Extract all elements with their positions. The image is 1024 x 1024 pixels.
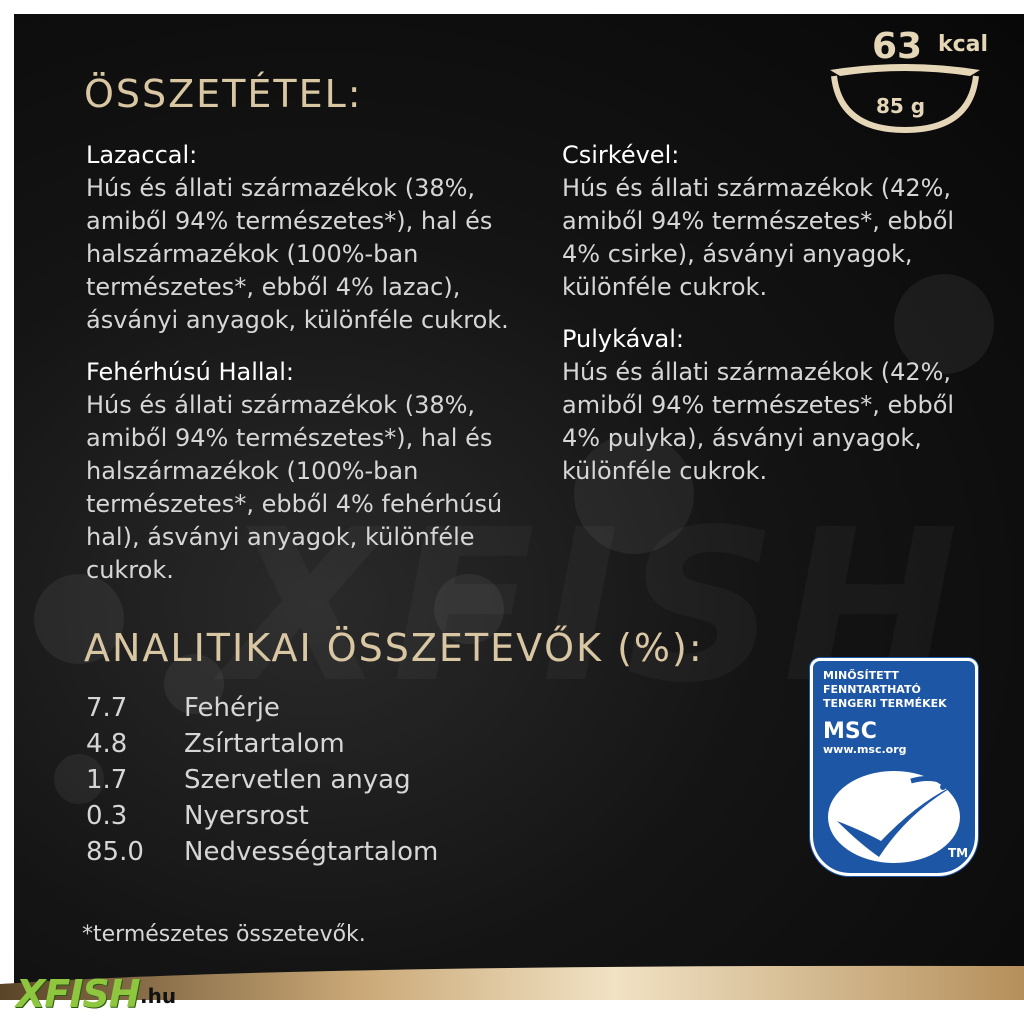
recipe-ingredients: [86, 172, 556, 337]
analytical-table: [86, 690, 438, 870]
msc-badge: [810, 658, 978, 876]
trademark-symbol: TM: [948, 846, 969, 860]
ingredient-line: 4% pulyka), ásványi anyagok,: [562, 424, 922, 452]
ingredient-line: ásványi anyagok, különféle cukrok.: [86, 306, 509, 334]
recipe-ingredients: [86, 389, 556, 587]
analytical-label: Fehérje: [184, 693, 280, 723]
analytical-row: [86, 798, 438, 834]
ingredient-line: Hús és állati származékok (38%,: [86, 174, 476, 202]
msc-url: www.msc.org: [823, 743, 907, 756]
kcal-value: 63: [872, 26, 923, 67]
recipe-turkey: [562, 324, 1002, 488]
recipe-title: Fehérhúsú Hallal:: [86, 358, 294, 386]
xfish-logo-domain: .hu: [140, 984, 177, 1008]
ingredient-line: különféle cukrok.: [562, 457, 768, 485]
analytical-label: Szervetlen anyag: [184, 765, 411, 795]
ingredient-line: amiből 94% természetes*, ebből: [562, 207, 955, 235]
ingredient-line: halszármazékok (100%-ban: [86, 240, 419, 268]
ingredient-line: amiből 94% természetes*, ebből: [562, 391, 955, 419]
ingredient-line: Hús és állati származékok (38%,: [86, 391, 476, 419]
ingredient-line: természetes*, ebből 4% lazac),: [86, 273, 461, 301]
composition-heading: ÖSSZETÉTEL:: [84, 72, 363, 116]
msc-text-line: FENNTARTHATÓ: [823, 683, 921, 696]
analytical-label: Nedvességtartalom: [184, 837, 439, 867]
ingredient-line: amiből 94% természetes*), hal és: [86, 207, 493, 235]
recipe-chicken: [562, 140, 1002, 304]
analytical-label: Zsírtartalom: [184, 729, 345, 759]
ingredient-line: természetes*, ebből 4% fehérhúsú: [86, 490, 503, 518]
kcal-unit: kcal: [938, 32, 989, 57]
ingredient-line: 4% csirke), ásványi anyagok,: [562, 240, 913, 268]
ingredient-line: hal), ásványi anyagok, különféle: [86, 523, 475, 551]
xfish-logo: XFISH: [16, 972, 140, 1016]
kcal-badge: [820, 18, 990, 138]
analytical-heading: ANALITIKAI ÖSSZETEVŐK (%):: [84, 626, 704, 670]
analytical-row: [86, 834, 438, 870]
analytical-value: 1.7: [86, 765, 128, 795]
ingredient-line: cukrok.: [86, 556, 174, 584]
ingredient-line: halszármazékok (100%-ban: [86, 457, 419, 485]
analytical-value: 0.3: [86, 801, 128, 831]
recipe-title: Csirkével:: [562, 141, 680, 169]
analytical-value: 4.8: [86, 729, 128, 759]
recipe-title: Pulykával:: [562, 325, 684, 353]
msc-text-line: TENGERI TERMÉKEK: [823, 697, 947, 710]
ingredient-line: Hús és állati származékok (42%,: [562, 358, 952, 386]
analytical-row: [86, 690, 438, 726]
msc-text-line: MINŐSÍTETT: [823, 669, 899, 682]
recipe-title: Lazaccal:: [86, 141, 198, 169]
portion-size: 85 g: [876, 94, 926, 118]
ingredient-line: amiből 94% természetes*), hal és: [86, 424, 493, 452]
analytical-row: [86, 726, 438, 762]
recipe-ingredients: [562, 356, 1002, 488]
ingredient-line: különféle cukrok.: [562, 273, 768, 301]
analytical-label: Nyersrost: [184, 801, 309, 831]
footnote: *természetes összetevők.: [82, 922, 366, 947]
recipe-ingredients: [562, 172, 1002, 304]
analytical-value: 7.7: [86, 693, 128, 723]
msc-fish-tick-icon: [819, 761, 969, 865]
ingredient-line: Hús és állati származékok (42%,: [562, 174, 952, 202]
recipe-whitefish: [86, 357, 556, 587]
analytical-value: 85.0: [86, 837, 144, 867]
composition-left-column: [86, 140, 556, 607]
composition-right-column: [562, 140, 1002, 508]
analytical-row: [86, 762, 438, 798]
recipe-salmon: [86, 140, 556, 337]
msc-brand: MSC: [823, 719, 877, 744]
